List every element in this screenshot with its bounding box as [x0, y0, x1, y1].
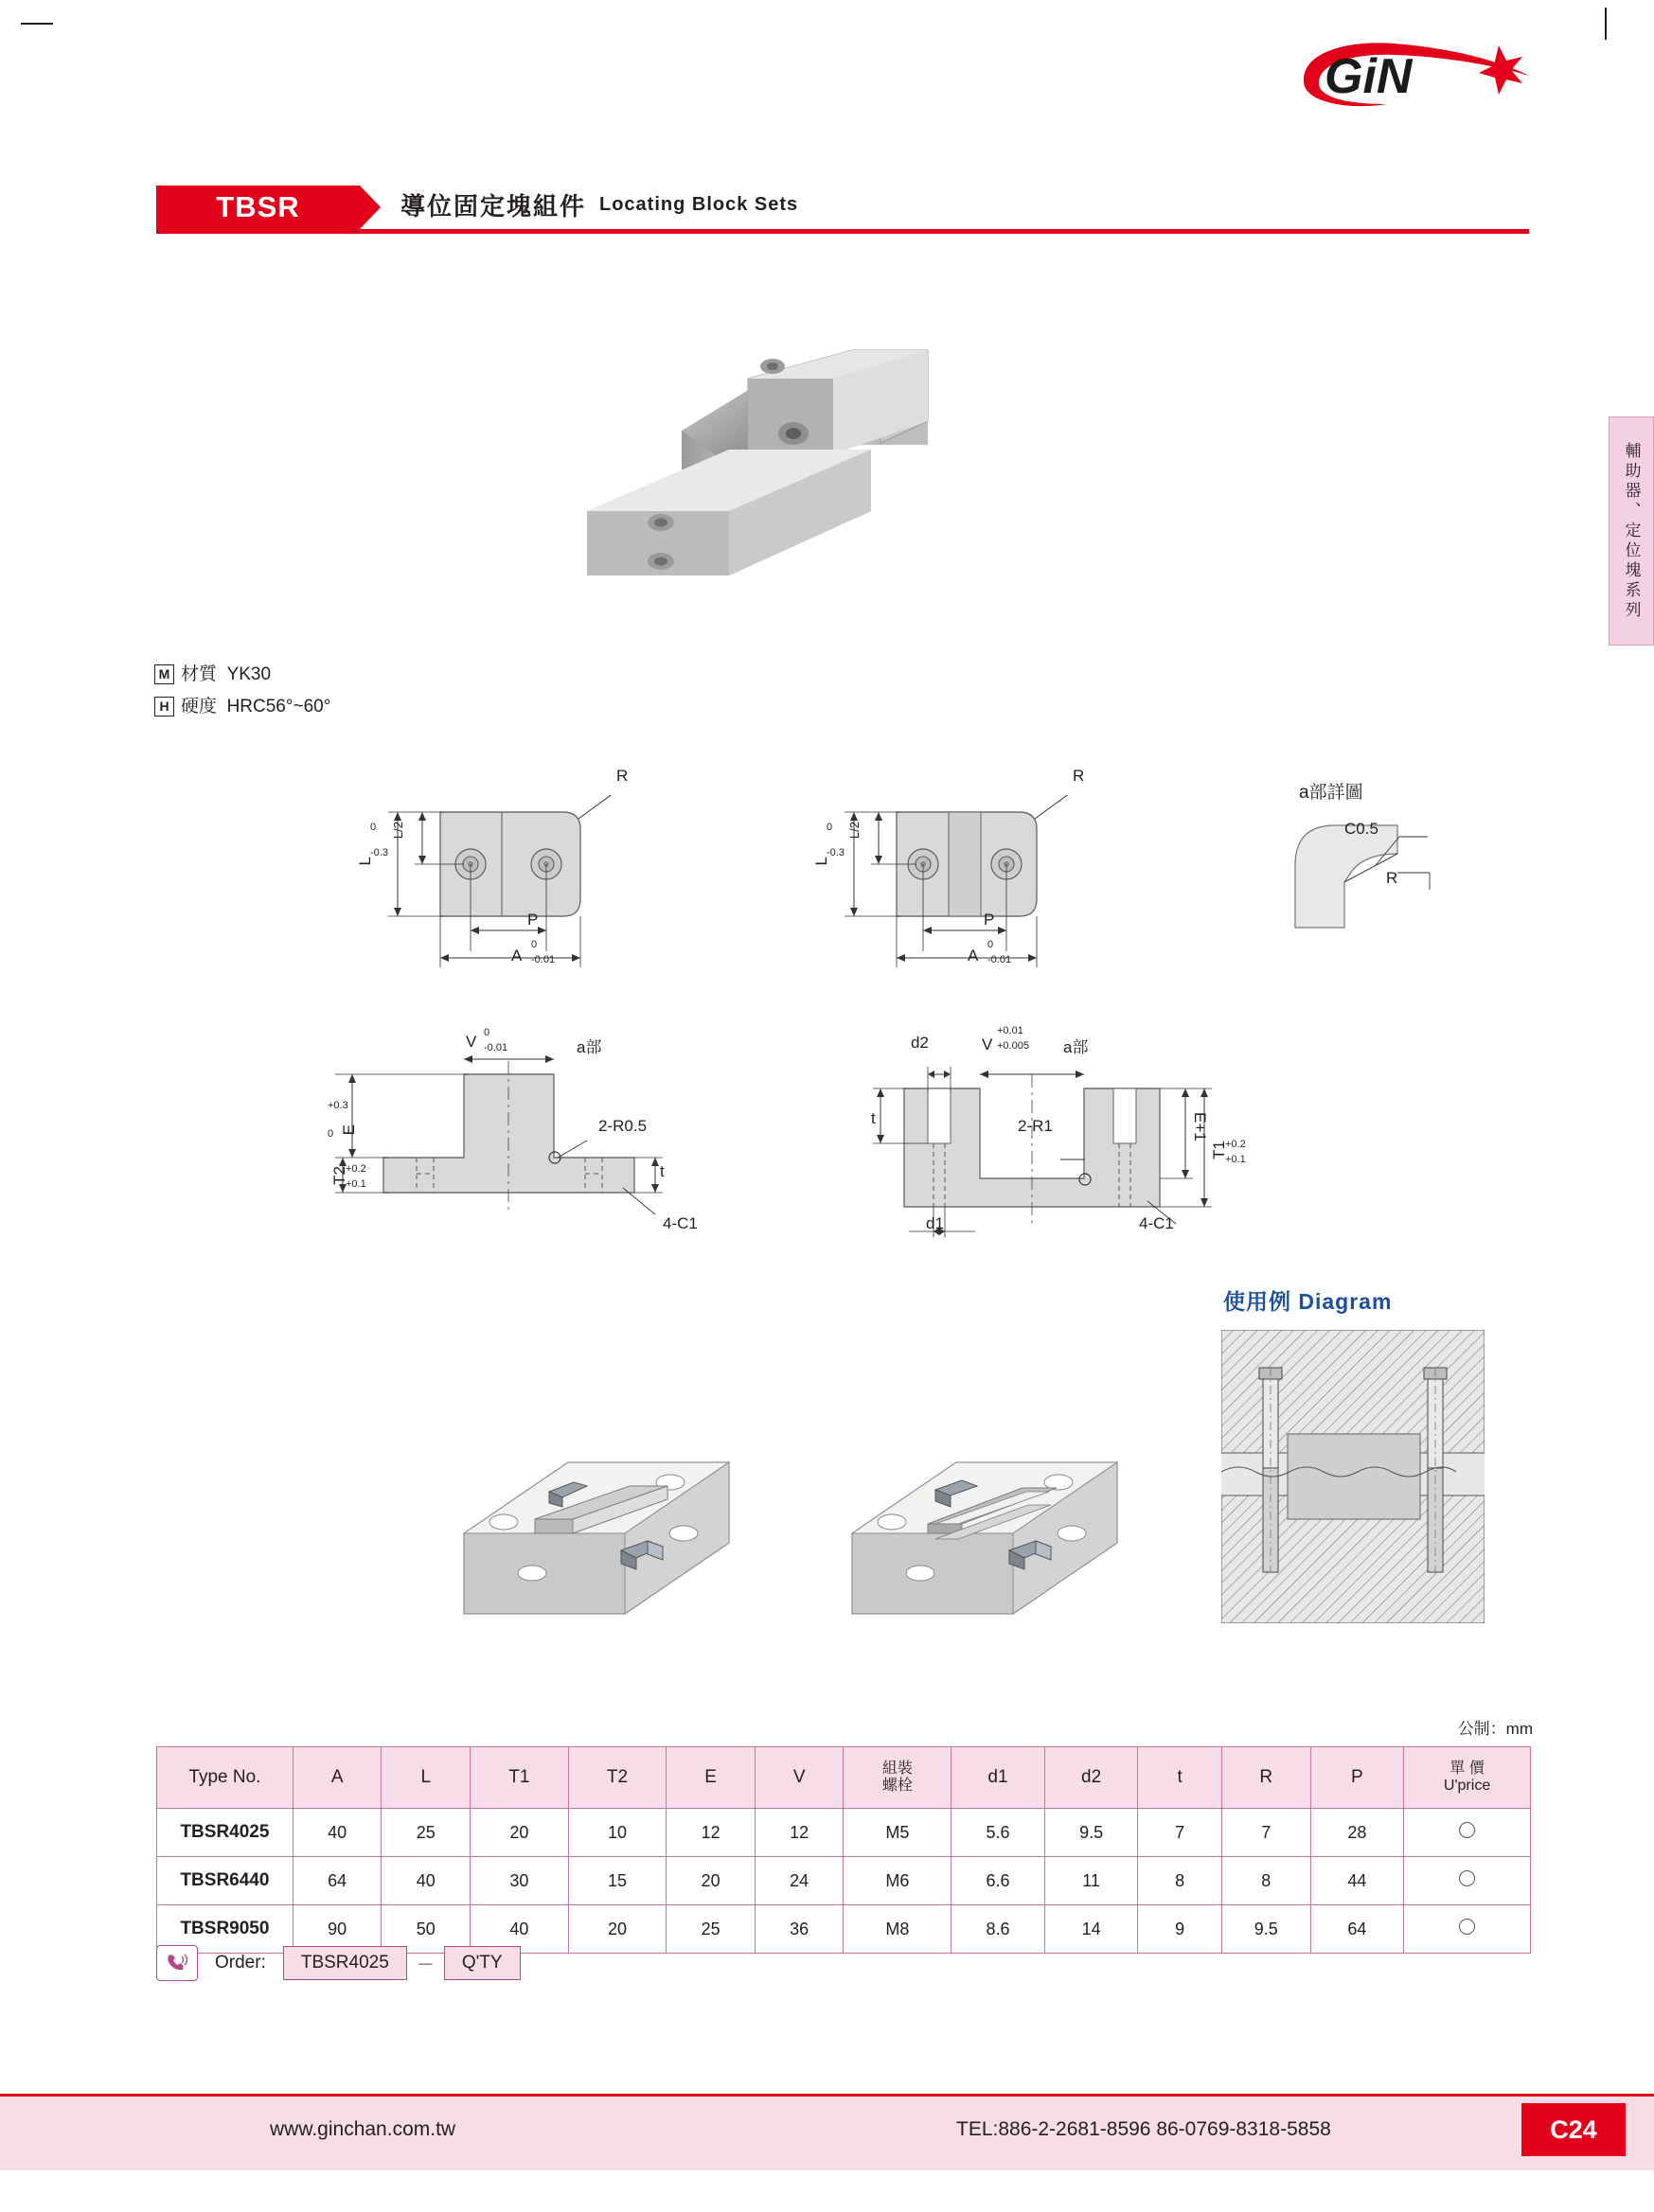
- label-L-2: L: [812, 857, 830, 866]
- cell-t: 9: [1138, 1905, 1222, 1954]
- label-P-1: P: [527, 911, 539, 929]
- th-price-line2: U'price: [1443, 1778, 1491, 1794]
- unit-note: 公制：mm: [1457, 1720, 1533, 1738]
- label-t-small-1: t: [660, 1162, 665, 1180]
- label-L-1: L: [356, 857, 374, 866]
- cell-d1: 8.6: [951, 1905, 1045, 1954]
- order-row: [156, 1945, 530, 1981]
- hardness-marker: H: [154, 697, 174, 717]
- label-4C1-right: 4-C1: [1139, 1214, 1174, 1232]
- drawing-section-right: [852, 1046, 1231, 1254]
- order-label: Order:: [215, 1953, 266, 1973]
- cell-price[interactable]: [1404, 1809, 1531, 1857]
- page-title-en: Locating Block Sets: [599, 194, 799, 215]
- th-p: P: [1310, 1747, 1404, 1809]
- cell-price[interactable]: [1404, 1857, 1531, 1905]
- cell-bolt: M5: [844, 1809, 951, 1857]
- cell-a: 40: [293, 1809, 382, 1857]
- label-A-tol-top-2: 0: [987, 939, 994, 950]
- cell-type: TBSR4025: [157, 1809, 293, 1857]
- label-E1-tol-top: +0.3: [328, 1100, 348, 1111]
- label-T2-tol-top: +0.2: [346, 1163, 366, 1175]
- table-row: [157, 1857, 1531, 1905]
- label-r-1: R: [616, 767, 629, 785]
- label-E-1: E: [340, 1124, 358, 1136]
- page-title-cn: 導位固定塊組件: [400, 192, 587, 221]
- cell-t1: 40: [471, 1905, 569, 1954]
- usage-diagram-heading: 使用例 Diagram: [1223, 1289, 1393, 1314]
- cell-a: 90: [293, 1905, 382, 1954]
- application-view-2: [833, 1429, 1146, 1637]
- label-d2: d2: [911, 1034, 929, 1052]
- th-type: Type No.: [157, 1747, 293, 1809]
- label-T2: T2: [330, 1166, 348, 1185]
- cell-type: TBSR6440: [157, 1857, 293, 1905]
- cell-l: 50: [382, 1905, 471, 1954]
- th-bolt-line2: 螺栓: [881, 1778, 913, 1794]
- drawing-section-left: [322, 1046, 701, 1245]
- cell-e: 25: [667, 1905, 756, 1954]
- order-type-field[interactable]: TBSR4025: [283, 1946, 407, 1980]
- material-line: [154, 660, 271, 685]
- cell-v: 12: [755, 1809, 844, 1857]
- label-r-2: R: [1073, 767, 1085, 785]
- cell-t2: 10: [568, 1809, 667, 1857]
- company-logo: [1296, 38, 1542, 109]
- cell-e: 20: [667, 1857, 756, 1905]
- cell-p: 28: [1310, 1809, 1404, 1857]
- th-t: t: [1138, 1747, 1222, 1809]
- th-bolt: [844, 1747, 951, 1809]
- label-V1-tol-bot: -0.01: [484, 1042, 508, 1053]
- cell-t: 7: [1138, 1809, 1222, 1857]
- cell-e: 12: [667, 1809, 756, 1857]
- cell-t1: 20: [471, 1809, 569, 1857]
- order-dash: －: [416, 1955, 435, 1975]
- spec-table: [156, 1746, 1531, 1954]
- price-circle-icon: [1459, 1822, 1475, 1838]
- cell-v: 36: [755, 1905, 844, 1954]
- cell-r: 7: [1221, 1809, 1310, 1857]
- th-price-line1: 單 價: [1449, 1760, 1485, 1777]
- crop-mark-left: [21, 23, 53, 25]
- cell-p: 44: [1310, 1857, 1404, 1905]
- label-T2-tol-bot: +0.1: [346, 1178, 366, 1190]
- footer-band: [0, 2097, 1654, 2170]
- label-V2-tol-bot: +0.005: [997, 1040, 1029, 1052]
- cell-t: 8: [1138, 1857, 1222, 1905]
- th-t1: T1: [471, 1747, 569, 1809]
- label-V1-tol-top: 0: [484, 1027, 490, 1038]
- cell-r: 8: [1221, 1857, 1310, 1905]
- label-a-bu-1: a部: [577, 1038, 602, 1056]
- cell-l: 25: [382, 1809, 471, 1857]
- cell-t2: 20: [568, 1905, 667, 1954]
- material-marker: M: [154, 664, 174, 684]
- label-4C1-left: 4-C1: [663, 1214, 698, 1232]
- label-V2-tol-top: +0.01: [997, 1025, 1023, 1036]
- th-bolt-line1: 組裝: [881, 1760, 913, 1777]
- label-c05: C0.5: [1344, 820, 1378, 838]
- svg-text:GiN: GiN: [1325, 49, 1413, 104]
- label-A-2: A: [968, 947, 979, 964]
- cell-v: 24: [755, 1857, 844, 1905]
- cell-d2: 11: [1044, 1857, 1138, 1905]
- label-d1: d1: [926, 1214, 944, 1232]
- th-e: E: [667, 1747, 756, 1809]
- th-t2: T2: [568, 1747, 667, 1809]
- footer-website[interactable]: www.ginchan.com.tw: [270, 2118, 456, 2140]
- page-number-badge: C24: [1521, 2103, 1626, 2156]
- label-L-half-2: L/2: [847, 822, 862, 840]
- hardness-value: HRC56°~60°: [226, 697, 331, 717]
- label-2-R05: 2-R0.5: [598, 1117, 648, 1135]
- cell-r: 9.5: [1221, 1905, 1310, 1954]
- th-r: R: [1221, 1747, 1310, 1809]
- label-a-bu-2: a部: [1063, 1038, 1089, 1056]
- label-t-small-2: t: [871, 1109, 876, 1127]
- label-detail-r: R: [1386, 869, 1398, 887]
- page-title-bar: [156, 186, 1529, 229]
- product-photo: [549, 322, 1004, 681]
- hardness-label: 硬度: [181, 697, 218, 717]
- price-circle-icon: [1459, 1870, 1475, 1886]
- label-T1-tol-bot: +0.1: [1225, 1154, 1246, 1165]
- label-T1: T1: [1210, 1141, 1228, 1159]
- cell-bolt: M6: [844, 1857, 951, 1905]
- cell-type: TBSR9050: [157, 1905, 293, 1954]
- crop-mark-top: [1605, 8, 1607, 40]
- price-circle-icon: [1459, 1919, 1475, 1935]
- order-phone-icon: [156, 1945, 198, 1981]
- label-L-tol-bot-2: -0.3: [827, 847, 845, 858]
- label-L-tol-top-2: 0: [827, 822, 833, 833]
- cell-a: 64: [293, 1857, 382, 1905]
- label-P-2: P: [984, 911, 995, 929]
- usage-section-diagram: [1221, 1330, 1485, 1623]
- label-A-tol-bot-1: -0.01: [531, 954, 556, 965]
- product-code-tag: TBSR: [156, 186, 360, 229]
- material-value: YK30: [226, 664, 272, 684]
- detail-view-title: a部詳圖: [1299, 783, 1363, 803]
- table-header-row: [157, 1747, 1531, 1809]
- series-side-tab: 輔助器、定位塊系列: [1609, 416, 1654, 646]
- label-T1-tol-top: +0.2: [1225, 1139, 1246, 1150]
- title-underline: [156, 229, 1529, 234]
- material-label: 材質: [181, 664, 218, 684]
- label-A-1: A: [511, 947, 523, 964]
- label-A-tol-bot-2: -0.01: [987, 954, 1012, 965]
- cell-d2: 9.5: [1044, 1809, 1138, 1857]
- th-l: L: [382, 1747, 471, 1809]
- label-V-2: V: [982, 1035, 993, 1053]
- label-L-half-1: L/2: [391, 822, 405, 840]
- cell-d2: 14: [1044, 1905, 1138, 1954]
- label-L-tol-top-1: 0: [370, 822, 377, 833]
- label-L-tol-bot-1: -0.3: [370, 847, 388, 858]
- cell-t1: 30: [471, 1857, 569, 1905]
- label-E1-tol-bot: 0: [328, 1128, 334, 1140]
- cell-d1: 5.6: [951, 1809, 1045, 1857]
- application-view-1: [445, 1429, 757, 1637]
- th-a: A: [293, 1747, 382, 1809]
- label-A-tol-top-1: 0: [531, 939, 538, 950]
- table-row: [157, 1809, 1531, 1857]
- cell-bolt: M8: [844, 1905, 951, 1954]
- cell-d1: 6.6: [951, 1857, 1045, 1905]
- cell-price[interactable]: [1404, 1905, 1531, 1954]
- cell-l: 40: [382, 1857, 471, 1905]
- cell-t2: 15: [568, 1857, 667, 1905]
- th-price: [1404, 1747, 1531, 1809]
- footer-telephone: TEL:886-2-2681-8596 86-0769-8318-5858: [956, 2118, 1331, 2140]
- th-d2: d2: [1044, 1747, 1138, 1809]
- order-qty-field[interactable]: Q'TY: [444, 1946, 521, 1980]
- th-d1: d1: [951, 1747, 1045, 1809]
- label-E-plus-1: E+1: [1191, 1112, 1209, 1141]
- label-V-1: V: [466, 1033, 477, 1051]
- cell-p: 64: [1310, 1905, 1404, 1954]
- hardness-line: [154, 692, 330, 717]
- label-2-R1: 2-R1: [1018, 1117, 1053, 1135]
- th-v: V: [755, 1747, 844, 1809]
